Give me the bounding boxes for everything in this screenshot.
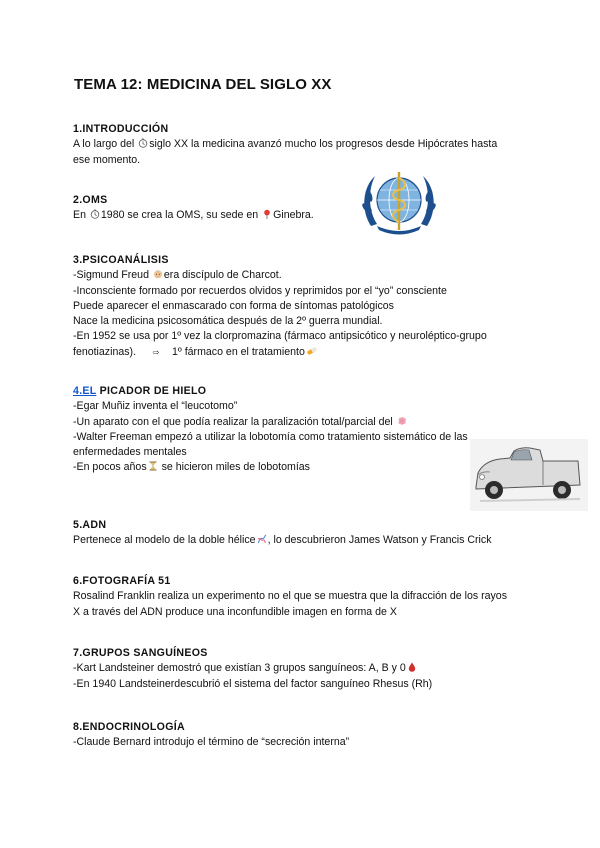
section-picador-de-hielo: [73, 384, 468, 476]
face-icon: [153, 269, 163, 279]
section-psicoanalisis: [73, 253, 487, 360]
paragraph-line: -Walter Freeman empezó a utilizar la lobotomía como tratamiento sistemático de las: [73, 430, 468, 443]
brain-icon: [397, 416, 407, 426]
section-heading: 6.FOTOGRAFÍA 51: [73, 575, 171, 587]
section-heading: 5.ADN: [73, 519, 107, 531]
section-adn: [73, 518, 492, 549]
dna-icon: [257, 534, 267, 544]
paragraph-line: -Sigmund Freud era discípulo de Charcot.: [73, 269, 282, 282]
section-grupos-sanguineos: [73, 646, 432, 692]
paragraph-line: enfermedades mentales: [73, 446, 187, 459]
section-endocrinologia: [73, 720, 349, 751]
who-emblem-image: [359, 166, 439, 241]
section-oms: [73, 193, 314, 224]
section-heading: 7.GRUPOS SANGUÍNEOS: [73, 647, 208, 659]
right-arrow-icon: ⇨: [152, 347, 160, 357]
citroen-van-image: [470, 439, 588, 511]
paragraph-line: -Inconsciente formado por recuerdos olvidos y reprimidos por el “yo” consciente: [73, 284, 447, 297]
section-introduccion: [73, 122, 497, 168]
paragraph-line: Pertenece al modelo de la doble hélice , lo descubrieron James Watson y Francis Crick: [73, 534, 492, 547]
hourglass-icon: [148, 461, 158, 471]
section-heading: 1.INTRODUCCIÓN: [73, 123, 169, 135]
paragraph-line: Nace la medicina psicosomática después de la 2º guerra mundial.: [73, 315, 383, 328]
blood-drop-icon: [407, 662, 417, 672]
paragraph-line: -Un aparato con el que podía realizar la paralización total/parcial del: [73, 415, 468, 430]
paragraph-line: Rosalind Franklin realiza un experimento no el que se muestra que la difracción de los rayos: [73, 590, 507, 603]
page-title: TEMA 12: MEDICINA DEL SIGLO XX: [74, 76, 332, 93]
paragraph-line: A lo largo del siglo XX la medicina avanzó mucho los progresos desde Hipócrates hasta: [73, 138, 498, 151]
section-number-link[interactable]: 4.EL: [73, 385, 97, 397]
pill-icon: [306, 346, 318, 356]
paragraph-line: En 1980 se crea la OMS, su sede en Ginebra.: [73, 209, 314, 222]
paragraph-line: fenotiazinas). ⇨ 1º fármaco en el tratamiento: [73, 345, 487, 360]
section-heading: 2.OMS: [73, 194, 108, 206]
clock-icon: [90, 209, 100, 219]
paragraph-line: ese momento.: [73, 153, 141, 166]
paragraph-line: -En pocos años se hicieron miles de lobotomías: [73, 461, 310, 474]
clock-icon: [138, 138, 148, 148]
paragraph-line: -Kart Landsteiner demostró que existían 3 grupos sanguíneos: A, B y 0: [73, 661, 432, 676]
location-pin-icon: [262, 209, 272, 219]
section-fotografia-51: [73, 574, 507, 620]
paragraph-line: -En 1940 Landsteinerdescubrió el sistema del factor sanguíneo Rhesus (Rh): [73, 677, 433, 690]
paragraph-line: -Egar Muñiz inventa el “leucotomo”: [73, 400, 238, 413]
section-heading: 4.EL PICADOR DE HIELO: [73, 385, 207, 397]
paragraph-line: Puede aparecer el enmascarado con forma de síntomas patológicos: [73, 299, 394, 312]
paragraph-line: -Claude Bernard introdujo el término de “secreción interna”: [73, 736, 350, 749]
section-heading: 8.ENDOCRINOLOGÍA: [73, 721, 185, 733]
section-heading: 3.PSICOANÁLISIS: [73, 254, 169, 266]
paragraph-line: -En 1952 se usa por 1º vez la clorpromazina (fármaco antipsicótico y neuroléptico-grupo: [73, 330, 487, 343]
paragraph-line: X a través del ADN produce una inconfundible imagen en forma de X: [73, 605, 397, 618]
